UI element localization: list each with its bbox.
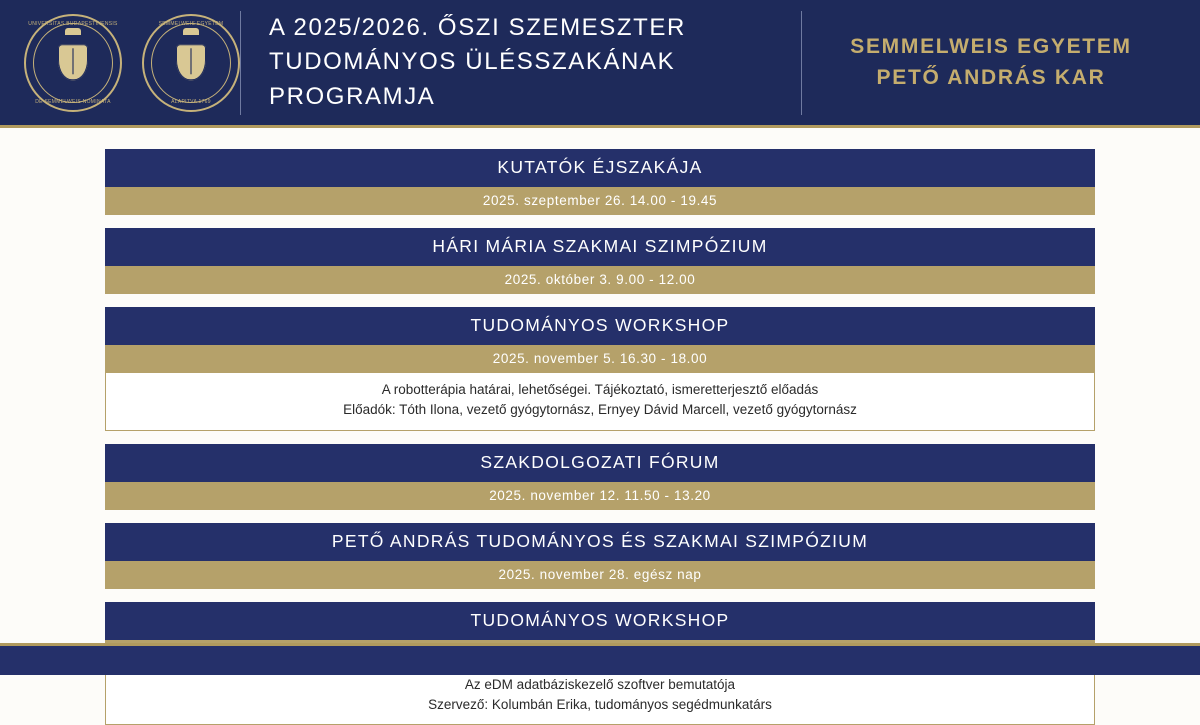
faculty-seal-icon [142, 14, 240, 112]
event-date: 2025. október 3. 9.00 - 12.00 [105, 266, 1095, 294]
event-date: 2025. szeptember 26. 14.00 - 19.45 [105, 187, 1095, 215]
university-seal-icon [24, 14, 122, 112]
brand-name [802, 32, 1200, 93]
seal-right-top-text: SEMMELWEIS EGYETEM [145, 21, 237, 27]
event-details [105, 373, 1095, 431]
event-date: 2025. november 5. 16.30 - 18.00 [105, 345, 1095, 373]
event-title: SZAKDOLGOZATI FÓRUM [105, 444, 1095, 482]
program-item [105, 307, 1095, 431]
crest-group [0, 14, 240, 112]
event-details [105, 668, 1095, 725]
program-item [105, 444, 1095, 510]
seal-left-bottom-text: DE SEMMELWEIS NOMINATA [27, 99, 119, 105]
event-date: 2025. november 12. 11.50 - 13.20 [105, 482, 1095, 510]
brand-line-2: PETŐ ANDRÁS KAR [802, 63, 1180, 93]
program-item [105, 228, 1095, 294]
event-date: 2025. november 28. egész nap [105, 561, 1095, 589]
page-footer [0, 643, 1200, 675]
brand-line-1: SEMMELWEIS EGYETEM [802, 32, 1180, 62]
event-detail-line: Előadók: Tóth Ilona, vezető gyógytornász, Ernyey Dávid Marcell, vezető gyógytornász [116, 400, 1084, 420]
title-line-3: PROGRAMJA [269, 80, 773, 114]
event-title: TUDOMÁNYOS WORKSHOP [105, 307, 1095, 345]
program-list [0, 131, 1200, 643]
event-detail-line: Szervező: Kolumbán Erika, tudományos segédmunkatárs [116, 695, 1084, 715]
seal-right-bottom-text: ALAPÍTVA 1769 [145, 99, 237, 105]
page-title [241, 11, 801, 113]
title-line-2: TUDOMÁNYOS ÜLÉSSZAKÁNAK [269, 45, 773, 79]
page-header [0, 0, 1200, 128]
seal-left-top-text: UNIVERSITAS BUDAPESTINENSIS [27, 21, 119, 27]
event-detail-line: Az eDM adatbáziskezelő szoftver bemutatója [116, 675, 1084, 695]
event-title: KUTATÓK ÉJSZAKÁJA [105, 149, 1095, 187]
event-detail-line: A robotterápia határai, lehetőségei. Tájékoztató, ismeretterjesztő előadás [116, 380, 1084, 400]
event-title: PETŐ ANDRÁS TUDOMÁNYOS ÉS SZAKMAI SZIMPÓZIUM [105, 523, 1095, 561]
program-item [105, 149, 1095, 215]
event-title: HÁRI MÁRIA SZAKMAI SZIMPÓZIUM [105, 228, 1095, 266]
event-title: TUDOMÁNYOS WORKSHOP [105, 602, 1095, 640]
title-line-1: A 2025/2026. ŐSZI SZEMESZTER [269, 11, 773, 45]
program-item [105, 523, 1095, 589]
